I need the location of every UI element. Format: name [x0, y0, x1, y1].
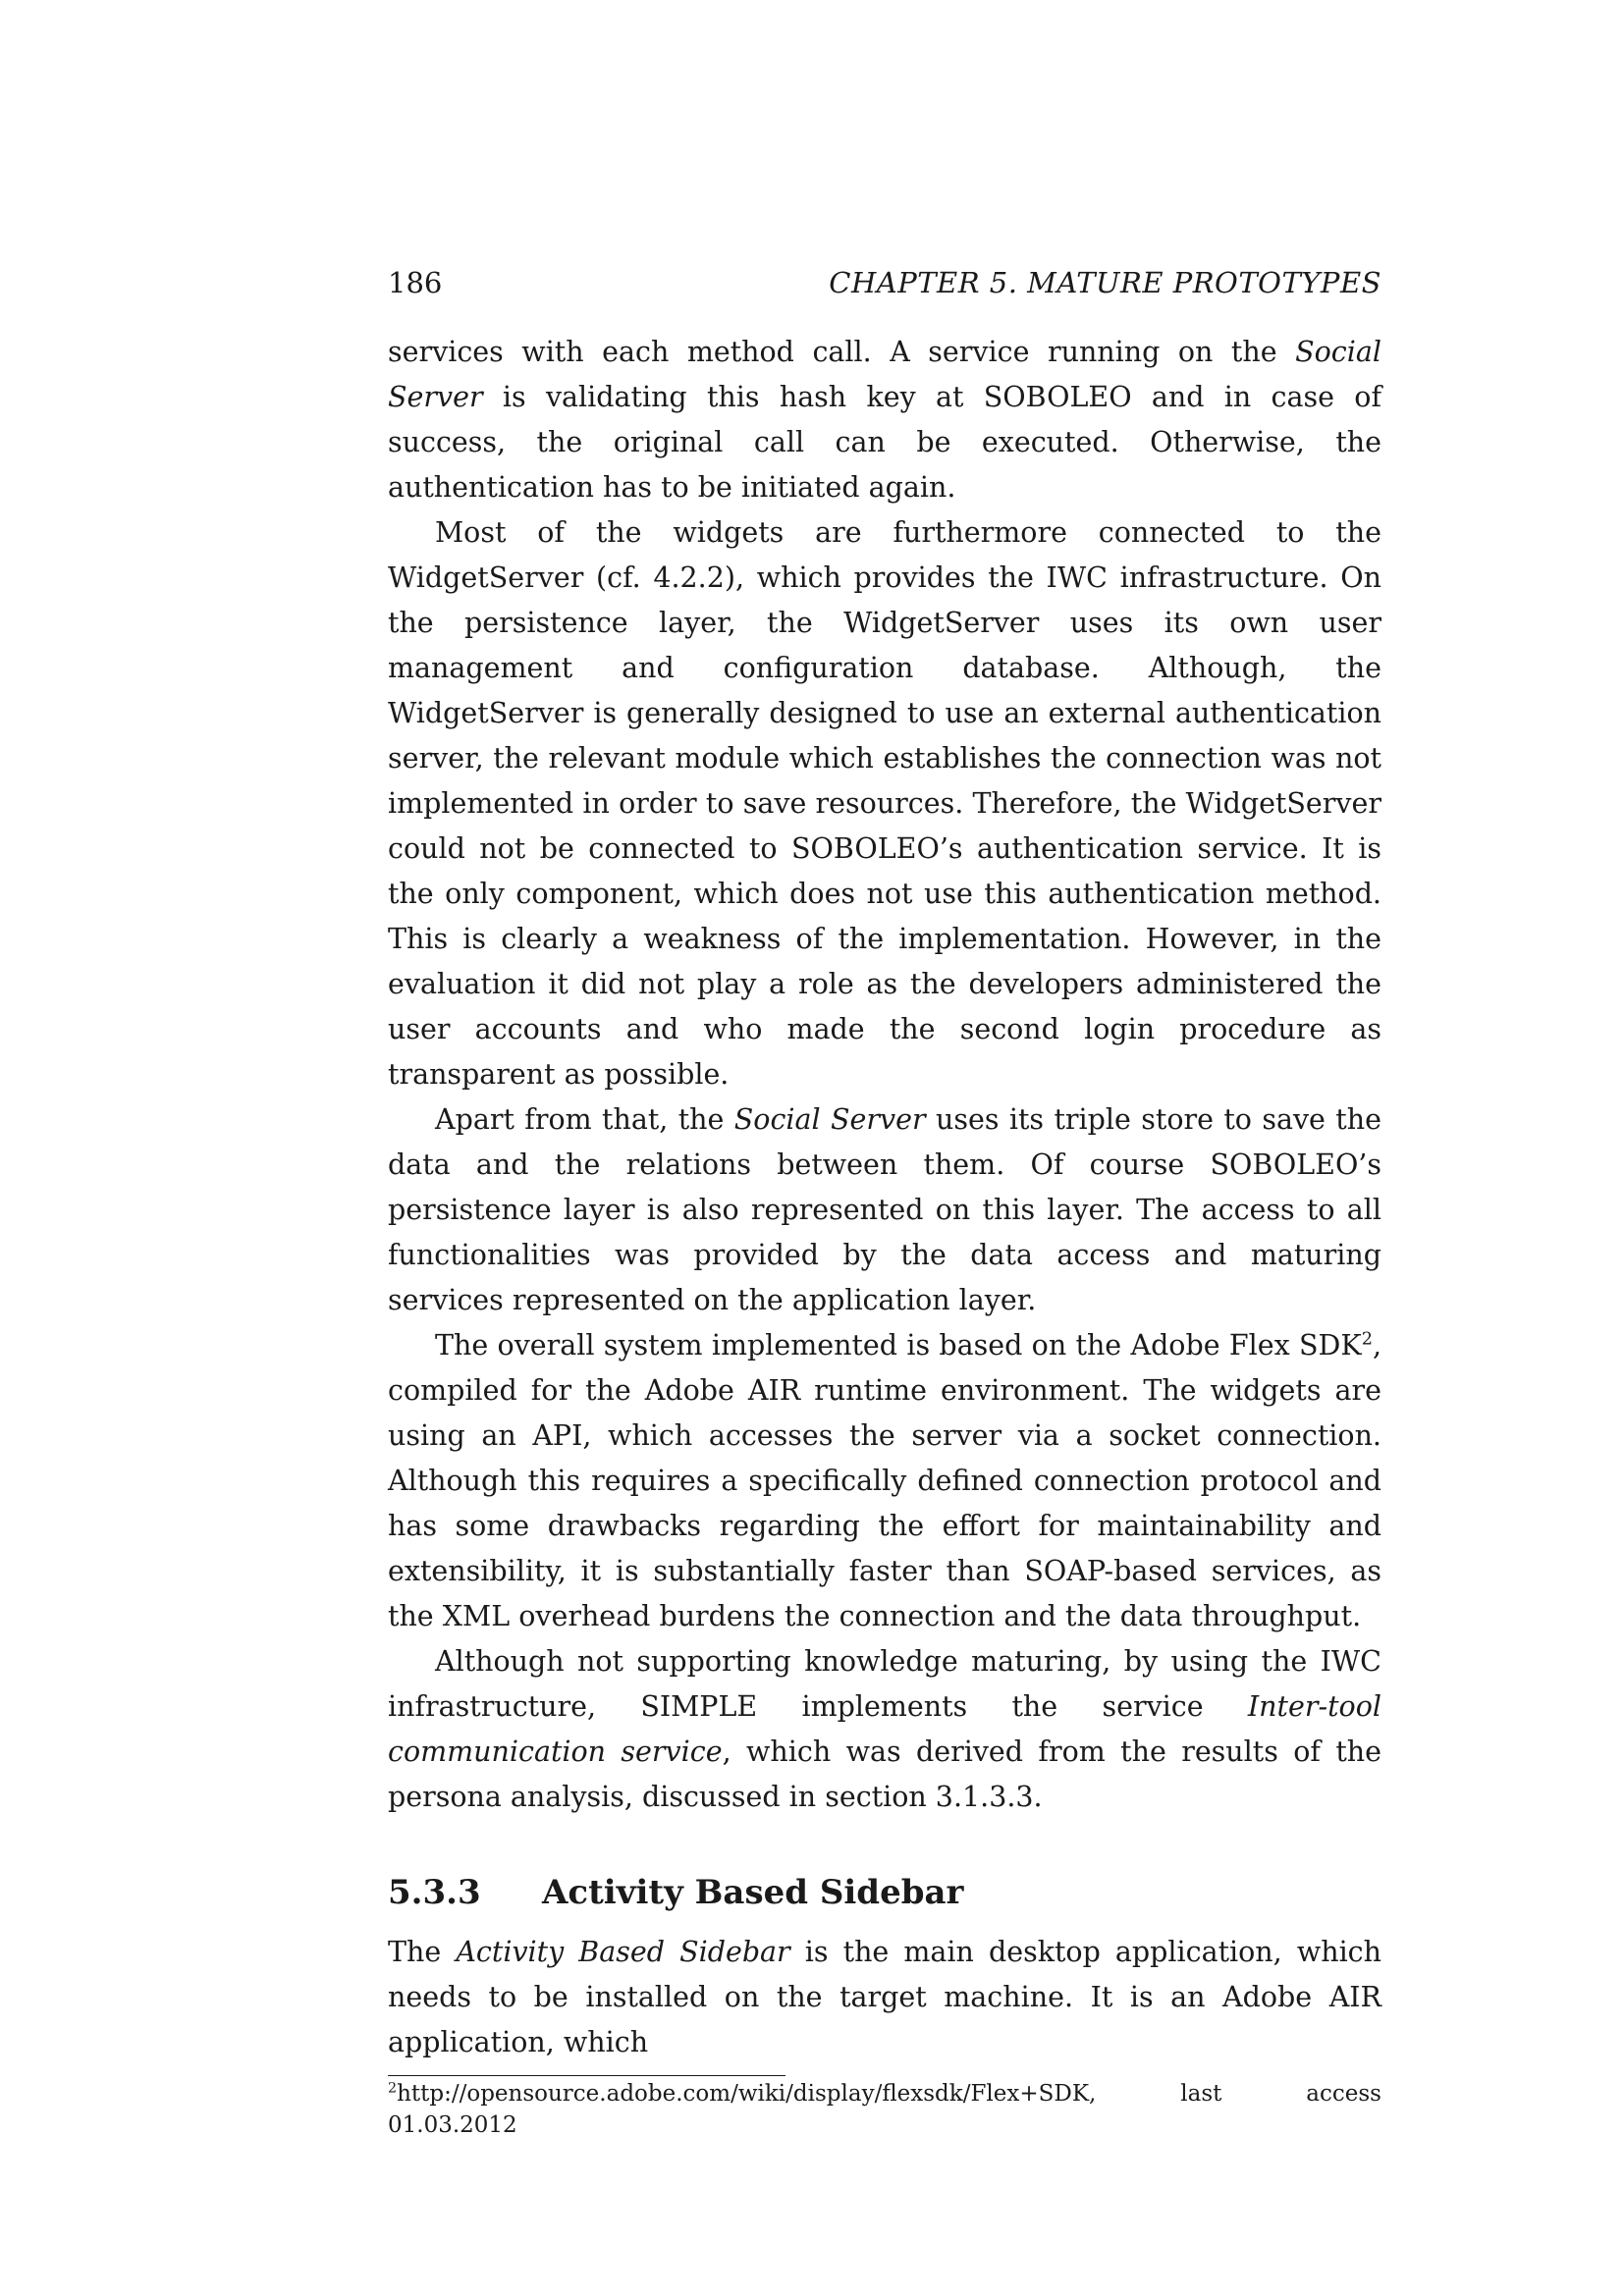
text-run: , compiled for the Adobe AIR runtime environment. The widgets are using an API, which accesses the server via a socket connection. Although this requires a specifically defined connection protocol and has some drawbacks regarding the effort for maintainability and extensibility, it is substantially faster than SOAP-based services, as the XML overhead burdens the connection and the data throughput. [388, 1329, 1381, 1632]
emphasis: Inter-tool communication service [388, 1690, 1381, 1768]
paragraph-5 [388, 1639, 1381, 1820]
text-run: is validating this hash key at SOBOLEO and in case of success, the original call can be executed. Otherwise, the authentication has to be initiated again. [388, 381, 1381, 504]
running-header [388, 263, 1381, 302]
paragraph-3 [388, 1097, 1381, 1323]
text-run: The overall system implemented is based on the Adobe Flex SDK [435, 1329, 1362, 1362]
footnote-rule [388, 2075, 785, 2076]
text-run: Although not supporting knowledge maturing, by using the IWC infrastructure, SIMPLE implements the service [388, 1645, 1381, 1723]
footnote [388, 2078, 1381, 2141]
section-title: Activity Based Sidebar [542, 1873, 964, 1912]
footnote-url [388, 2078, 1096, 2109]
page-number: 186 [388, 266, 443, 299]
section-heading [388, 1871, 1381, 1914]
paragraph-1 [388, 330, 1381, 510]
text-run: services with each method call. A service running on the [388, 336, 1296, 368]
text-run: The [388, 1936, 457, 1968]
text-run: uses its triple store to save the data and the relations between them. Of course SOBOLEO’s persistence layer is also represented on this layer. The access to all functionalities was provided by the data access and maturing services represented on the application layer. [388, 1103, 1381, 1316]
footnote-date: 01.03.2012 [388, 2112, 517, 2138]
footnote-marker: 2 [388, 2080, 398, 2097]
section-number: 5.3.3 [388, 1873, 481, 1912]
emphasis: Social Server [733, 1103, 926, 1136]
text-run: Apart from that, the [435, 1103, 734, 1136]
footnote-url-line [388, 2078, 1381, 2109]
footnote-word-last: last [1180, 2081, 1222, 2107]
chapter-title: CHAPTER 5. MATURE PROTOTYPES [829, 266, 1381, 299]
emphasis: Activity Based Sidebar [456, 1936, 790, 1968]
body-text [388, 330, 1381, 2065]
text-run: , which was derived from the results of the persona analysis, discussed in section 3.1.3.3. [388, 1735, 1381, 1813]
footnote-word-access: access [1306, 2081, 1381, 2107]
paragraph-4 [388, 1323, 1381, 1639]
paragraph-2: Most of the widgets are furthermore connected to the WidgetServer (cf. 4.2.2), which provides the IWC infrastructure. On the persistence layer, the WidgetServer uses its own user management and configuration database. Although, the WidgetServer is generally designed to use an external authentication server, the relevant module which establishes the connection was not implemented in order to save resources. Therefore, the WidgetServer could not be connected to SOBOLEO’s authentication service. It is the only component, which does not use this authentication method. This is clearly a weakness of the implementation. However, in the evaluation it did not play a role as the developers administered the user accounts and who made the second login procedure as transparent as possible. [388, 516, 1381, 1091]
footnote-url-text: http://opensource.adobe.com/wiki/display/flexsdk/Flex+SDK, [397, 2081, 1097, 2107]
text-run: is the main desktop application, which needs to be installed on the target machine. It is an Adobe AIR application, which [388, 1936, 1381, 2058]
page [388, 263, 1381, 2141]
section-paragraph [388, 1930, 1381, 2065]
footnote-marker: 2 [1361, 1329, 1373, 1350]
emphasis: Social Server [388, 336, 1381, 413]
